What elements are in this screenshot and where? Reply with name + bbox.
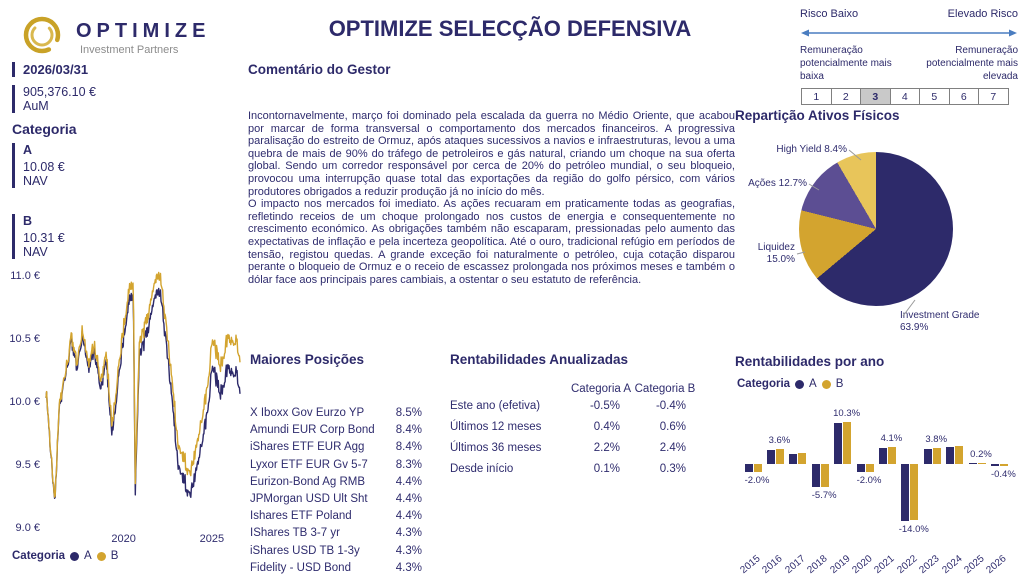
- bar-2015-B[interactable]: [754, 464, 762, 472]
- position-name: Fidelity - USD Bond: [250, 561, 351, 574]
- nav-history-svg: [4, 258, 248, 548]
- risk-arrow-icon: [800, 28, 1018, 38]
- series-a-label: A: [809, 378, 817, 390]
- annualized-row-label: Desde início: [450, 462, 514, 475]
- risk-level-4: 4: [890, 88, 921, 105]
- annualized-value-a: 2.2%: [593, 441, 620, 454]
- bar-value-label: -5.7%: [811, 490, 837, 502]
- pie-label-investment-grade: Investment Grade 63.9%: [900, 310, 980, 333]
- position-name: X Iboxx Gov Eurzo YP: [250, 407, 365, 419]
- annualized-row: [450, 416, 698, 437]
- bar-year-label: 2023: [917, 553, 942, 577]
- brand-logo: [18, 8, 238, 60]
- risk-note-low: Remuneração potencialmente mais baixa: [800, 45, 892, 82]
- svg-text:2020: 2020: [111, 533, 136, 545]
- bar-2023-A[interactable]: [924, 449, 932, 464]
- annualized-value-a: -0.5%: [589, 399, 620, 412]
- position-name: Lyxor ETF EUR Gv 5-7: [250, 458, 368, 471]
- position-weight: 4.4%: [395, 510, 422, 523]
- bar-2022-B[interactable]: [910, 464, 918, 520]
- annualized-value-b: 0.3%: [659, 462, 686, 475]
- position-weight: 8.3%: [395, 458, 422, 471]
- risk-level-1: 1: [801, 88, 832, 105]
- class-b-nav-label: NAV: [23, 245, 48, 259]
- bar-value-label: -0.4%: [990, 468, 1016, 480]
- nav-history-chart[interactable]: [4, 258, 248, 584]
- annualized-rows: [450, 395, 698, 479]
- svg-text:11.0 €: 11.0 €: [10, 270, 40, 282]
- position-row: [250, 459, 422, 476]
- bar-value-label: -14.0%: [898, 524, 929, 536]
- brand-name: OPTIMIZE: [76, 20, 211, 42]
- position-row: [250, 493, 422, 510]
- series-a-dot-icon: [795, 380, 804, 389]
- bar-2022-A[interactable]: [901, 464, 909, 521]
- bar-value-label: -2.0%: [744, 475, 770, 487]
- positions-heading: Maiores Posições: [250, 352, 365, 367]
- annualized-heading: Rentabilidades Anualizadas: [450, 352, 629, 367]
- bar-value-label: 10.3%: [833, 407, 861, 419]
- series-b-dot-icon: [97, 552, 106, 561]
- position-row: [250, 562, 422, 579]
- svg-text:10.0 €: 10.0 €: [9, 396, 40, 408]
- commentary-paragraph-2: O impacto nos mercados foi imediato. As ações recuaram em praticamente todas as geografias, refletindo receios de um choque prolongado nos custos de energia e consequentemente no crescimento económico. As obrigações também não escaparam, pressionadas pelo aumento das expectativas de inflação e pela incerteza geopolítica. Até o ouro, tradicional refúgio em períodos de tensão, registou quedas. A grande exceção foi naturalmente o petróleo, cuja cotação disparou perante o bloqueio de Ormuz e o receio de escassez prolongada nos próximos meses e também o dólar face aos principais pares cambiais, a ostentar o seu estatuto de referência.: [248, 198, 735, 286]
- legend-label: Categoria: [12, 550, 66, 562]
- bar-2018-A[interactable]: [812, 464, 820, 487]
- bar-2021-B[interactable]: [888, 447, 896, 464]
- bar-year-label: 2016: [760, 553, 785, 577]
- bar-2016-B[interactable]: [776, 449, 784, 464]
- annualized-value-a: 0.1%: [593, 462, 620, 475]
- class-b-nav: 10.31 €: [23, 231, 65, 245]
- position-weight: 4.4%: [395, 492, 422, 505]
- bar-value-label: 0.2%: [970, 449, 992, 460]
- bar-year-label: 2019: [828, 553, 853, 577]
- risk-level-5: 5: [919, 88, 950, 105]
- page-title: OPTIMIZE SELECÇÃO DEFENSIVA: [328, 16, 692, 41]
- report-date-block: [12, 62, 237, 77]
- position-row: [250, 545, 422, 562]
- bar-2026-B[interactable]: [1000, 464, 1008, 466]
- annualized-value-b: 0.6%: [659, 420, 686, 433]
- svg-text:2025: 2025: [199, 533, 225, 545]
- risk-scale-panel: [800, 8, 1018, 112]
- annualized-header-row: [450, 383, 698, 395]
- nav-chart-legend: [12, 550, 118, 562]
- bar-2018-B[interactable]: [821, 464, 829, 487]
- class-b-block: [12, 214, 237, 259]
- position-name: Ishares ETF Poland: [250, 510, 352, 523]
- bar-year-label: 2018: [805, 553, 830, 577]
- position-weight: 8.4%: [395, 424, 422, 437]
- pie-heading: Repartição Ativos Físicos: [735, 108, 900, 123]
- position-row: [250, 424, 422, 441]
- annualized-row: [450, 395, 698, 416]
- risk-low-label: Risco Baixo: [800, 8, 859, 20]
- series-a-dot-icon: [70, 552, 79, 561]
- brand-tagline: Investment Partners: [80, 44, 179, 56]
- position-name: JPMorgan USD Ult Sht: [250, 492, 368, 505]
- bar-2024-A[interactable]: [946, 447, 954, 464]
- commentary-paragraph-1: Incontornavelmente, março foi dominado pela escalada da guerra no Médio Oriente, que acabou por marcar de forma transversal o comportamento dos mercados financeiros. A progressiva paralisação do estreito de Ormuz, após ataques sucessivos a navios e infraestruturas, levou a uma quebra de mais de 90% do tráfego de petroleiros e gás natural, criando um choque na sua oferta global. Sendo um corredor responsável por cerca de 20% do petróleo mundial, o seu bloqueio, provocou uma interrupção quase total das exportações da região do golfo pérsico, com vários produtores obrigados a reduzir produção já no início do mês.: [248, 110, 735, 198]
- annualized-value-b: 2.4%: [659, 441, 686, 454]
- bars-legend: [737, 378, 843, 390]
- annualized-value-a: 0.4%: [593, 420, 620, 433]
- bar-2026-A[interactable]: [991, 464, 999, 466]
- bar-value-label: 4.1%: [880, 433, 903, 445]
- bar-2019-B[interactable]: [843, 422, 851, 464]
- risk-high-label: Elevado Risco: [947, 8, 1018, 20]
- position-weight: 8.5%: [395, 407, 422, 419]
- bar-year-label: 2021: [872, 553, 897, 577]
- class-a-block: [12, 143, 237, 188]
- risk-level-2: 2: [831, 88, 862, 105]
- bar-year-label: 2024: [940, 553, 965, 577]
- legend-label: Categoria: [737, 378, 791, 390]
- report-date: 2026/03/31: [23, 62, 89, 77]
- pie-label-acoes: Ações 12.7%: [748, 178, 807, 189]
- series-a-label: A: [84, 550, 92, 562]
- svg-text:9.0 €: 9.0 €: [15, 522, 40, 534]
- svg-text:10.5 €: 10.5 €: [9, 333, 40, 345]
- class-b-name: B: [23, 214, 33, 228]
- bar-value-label: 3.8%: [925, 434, 948, 446]
- bar-year-label: 2020: [850, 553, 875, 577]
- position-row: [250, 407, 422, 424]
- bar-year-label: 2025: [962, 553, 987, 577]
- bar-2023-B[interactable]: [933, 448, 941, 464]
- position-row: [250, 527, 422, 544]
- pie-label-liquidez: Liquidez 15.0%: [757, 242, 795, 265]
- annualized-row: [450, 458, 698, 479]
- risk-level-6: 6: [949, 88, 980, 105]
- class-a-name: A: [23, 143, 33, 157]
- bar-year-label: 2022: [895, 553, 920, 577]
- bar-2025-B[interactable]: [978, 463, 986, 464]
- bar-value-label: 3.6%: [768, 435, 791, 447]
- position-weight: 4.3%: [395, 544, 422, 557]
- annualized-col-b: Categoria B: [634, 383, 696, 395]
- annualized-row: [450, 437, 698, 458]
- annualized-row-label: Este ano (efetiva): [450, 399, 541, 412]
- aum-label: AuM: [23, 99, 49, 113]
- annualized-returns-table[interactable]: [450, 352, 698, 479]
- manager-commentary: [248, 62, 735, 286]
- risk-level-7: 7: [978, 88, 1009, 105]
- bar-2020-A[interactable]: [857, 464, 865, 472]
- series-b-label: B: [835, 378, 844, 390]
- position-weight: 4.3%: [395, 561, 422, 574]
- bar-year-label: 2015: [738, 553, 763, 577]
- annualized-row-label: Últimos 12 meses: [450, 420, 542, 433]
- bar-2016-A[interactable]: [767, 450, 775, 464]
- bar-2025-A[interactable]: [969, 463, 977, 464]
- position-name: iShares USD TB 1-3y: [250, 544, 360, 557]
- asset-allocation-card: [735, 108, 1024, 350]
- position-name: Amundi EUR Corp Bond: [250, 424, 375, 437]
- class-a-nav: 10.08 €: [23, 160, 65, 174]
- asset-allocation-pie[interactable]: [799, 152, 953, 306]
- risk-note-high: Remuneração potencialmente mais elevada: [926, 45, 1018, 82]
- aum-block: [12, 85, 237, 113]
- bar-2017-A[interactable]: [789, 454, 797, 464]
- position-row: [250, 510, 422, 527]
- bar-year-label: 2026: [984, 553, 1009, 577]
- position-name: iShares ETF EUR Agg: [250, 441, 365, 454]
- bar-value-label: -2.0%: [856, 475, 882, 487]
- yearly-returns-card[interactable]: [735, 354, 1024, 584]
- bar-2019-A[interactable]: [834, 423, 842, 464]
- commentary-heading: Comentário do Gestor: [248, 62, 391, 77]
- bar-2015-A[interactable]: [745, 464, 753, 472]
- risk-level-3: 3: [860, 88, 891, 105]
- annualized-row-label: Últimos 36 meses: [450, 441, 542, 454]
- categoria-heading: Categoria: [12, 121, 77, 137]
- bar-year-label: 2017: [783, 553, 808, 577]
- pie-label-high-yield: High Yield 8.4%: [776, 144, 847, 155]
- optimize-ring-icon: [18, 10, 66, 58]
- svg-text:9.5 €: 9.5 €: [15, 459, 40, 471]
- position-weight: 8.4%: [395, 441, 422, 454]
- position-row: [250, 476, 422, 493]
- bar-2017-B[interactable]: [798, 453, 806, 464]
- position-row: [250, 441, 422, 458]
- fund-facts-panel: [12, 62, 237, 285]
- position-weight: 4.4%: [395, 475, 422, 488]
- top-positions-table[interactable]: [250, 352, 422, 579]
- risk-level-boxes: [802, 88, 1009, 105]
- position-weight: 4.3%: [395, 527, 422, 540]
- bars-plot-area: [735, 394, 1024, 584]
- bar-2021-A[interactable]: [879, 448, 887, 464]
- annualized-col-a: Categoria A: [570, 383, 632, 395]
- bar-2020-B[interactable]: [866, 464, 874, 472]
- position-name: Eurizon-Bond Ag RMB: [250, 475, 366, 488]
- position-name: IShares TB 3-7 yr: [250, 527, 340, 540]
- positions-rows: [250, 407, 422, 579]
- series-b-dot-icon: [822, 380, 831, 389]
- annualized-value-b: -0.4%: [655, 399, 686, 412]
- series-b-label: B: [110, 550, 119, 562]
- bars-heading: Rentabilidades por ano: [735, 354, 885, 369]
- aum-value: 905,376.10 €: [23, 85, 96, 99]
- class-a-nav-label: NAV: [23, 174, 48, 188]
